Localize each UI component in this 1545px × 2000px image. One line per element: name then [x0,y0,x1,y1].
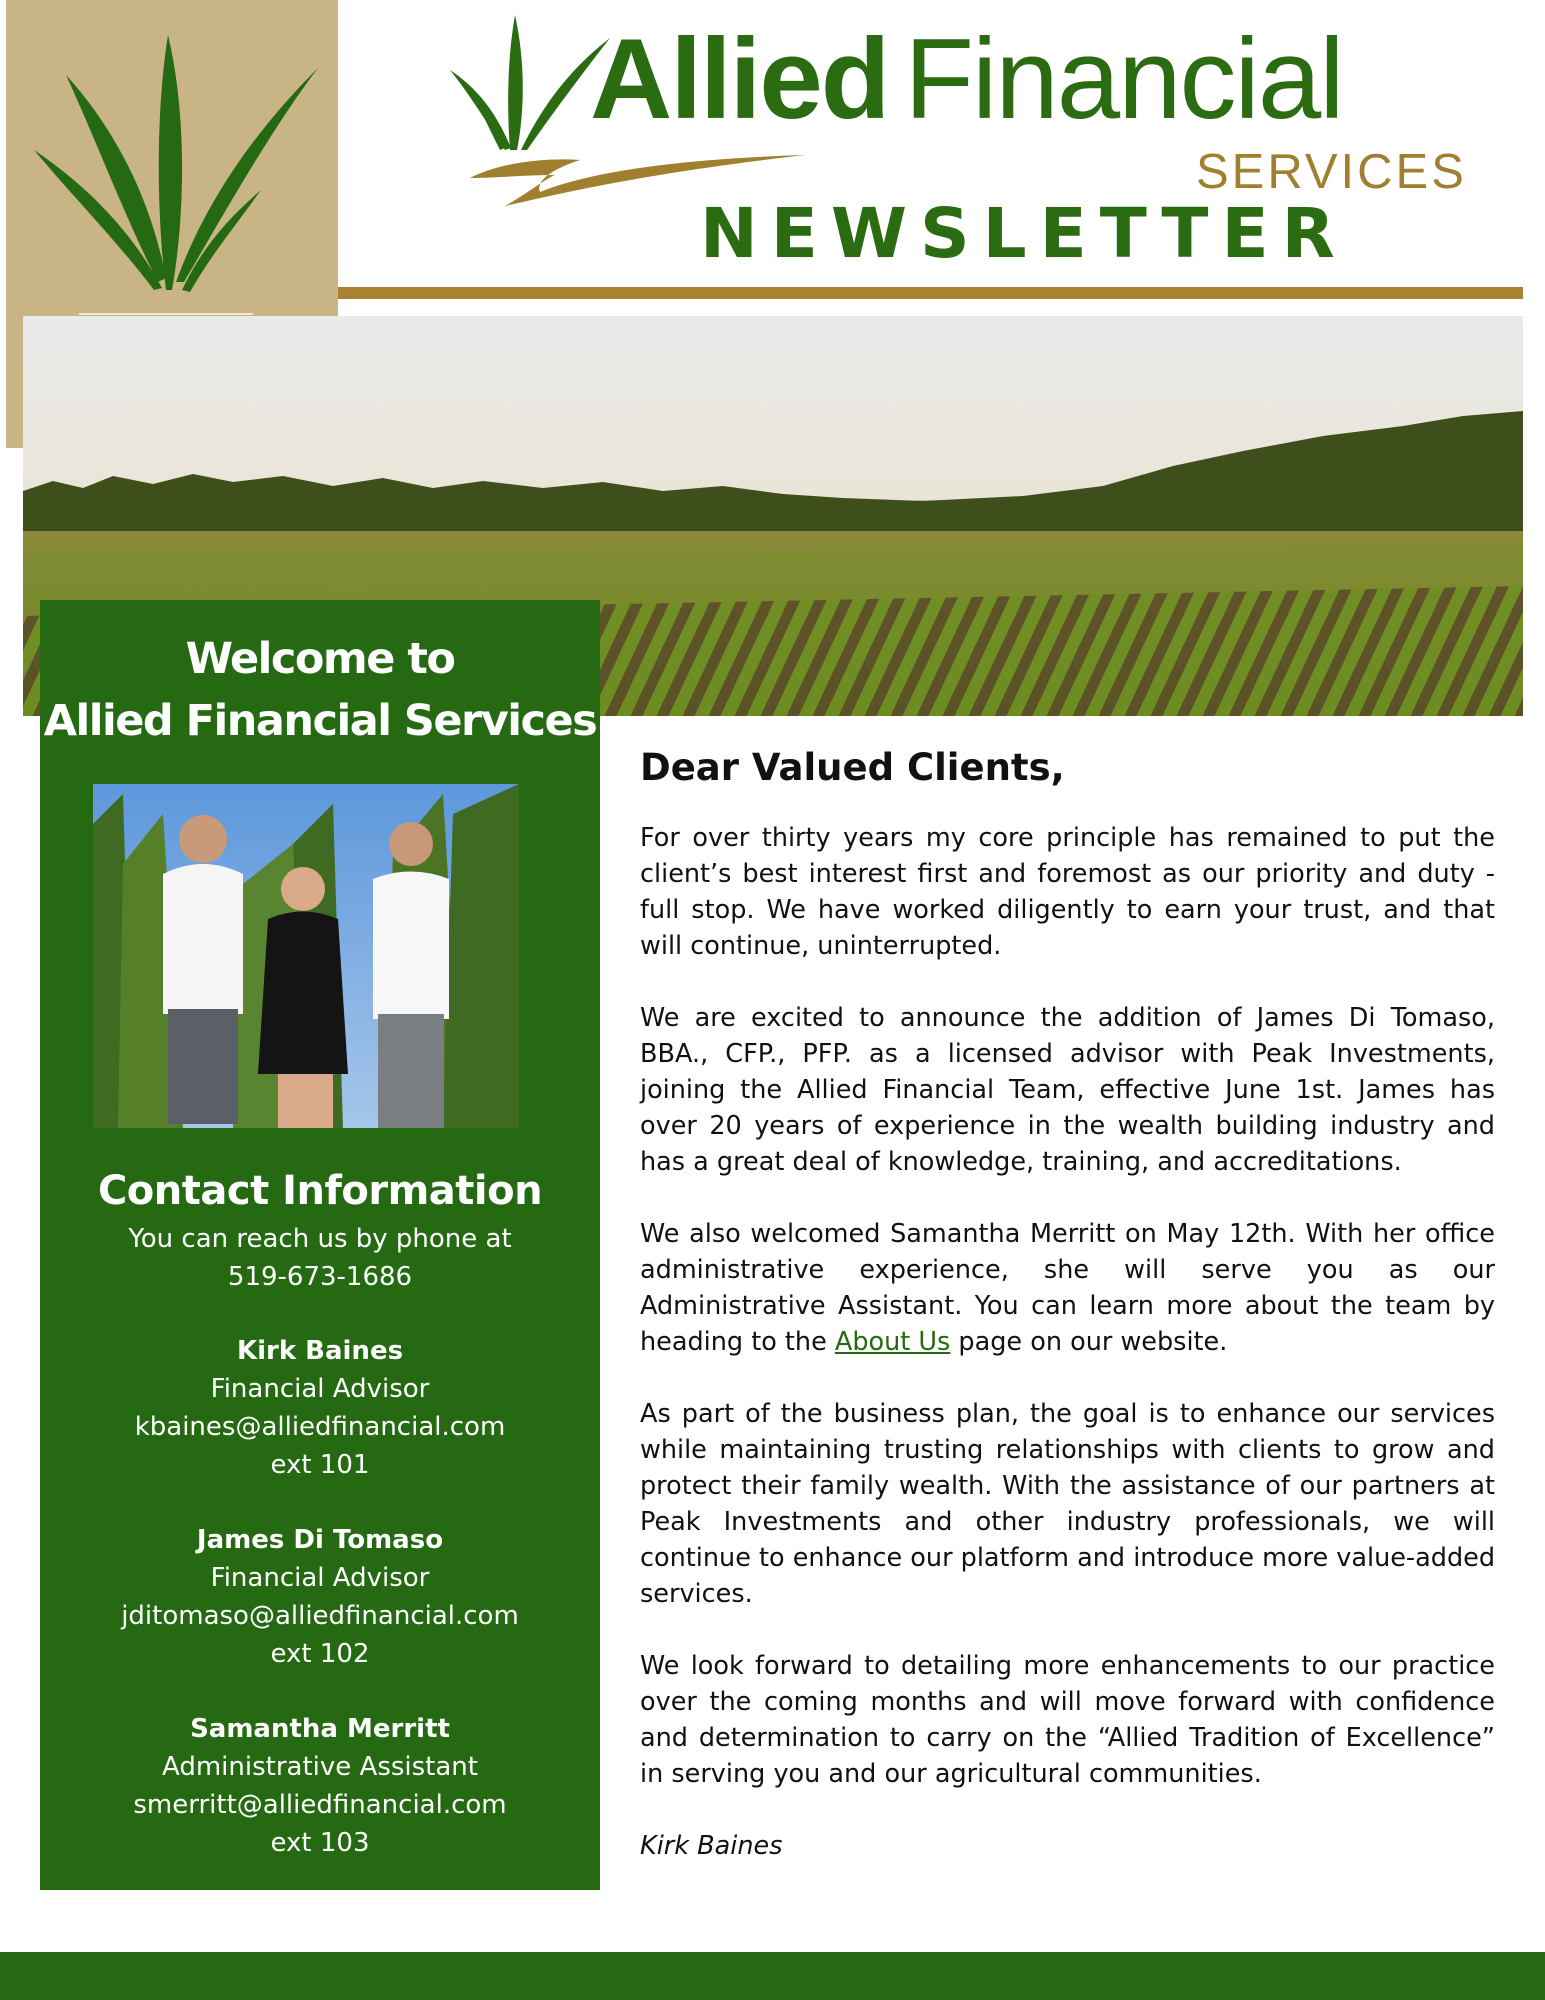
contact-email: kbaines@alliedfinancial.com [134,1412,506,1442]
contact-name: James Di Tomaso [196,1525,444,1555]
letter-paragraph-5: We look forward to detailing more enhancements to our practice over the coming months and will move forward with confidence and determination to carry on the “Allied Tradition of Excellence” in serving you and our agricultural communities. [640,1651,1495,1789]
team-photo [93,784,519,1128]
date-divider [79,313,253,315]
contact-title: Administrative Assistant [162,1752,478,1782]
contact-ext: ext 101 [270,1450,370,1480]
contact-james-di-tomaso [40,1521,600,1673]
newsletter-title: NEWSLETTER [700,194,1348,274]
contact-name: Samantha Merritt [190,1714,450,1744]
letter-signature: Kirk Baines [640,1831,783,1861]
contact-line: You can reach us by phone at [128,1224,512,1254]
contact-name: Kirk Baines [236,1336,404,1366]
contact-kirk-baines [40,1332,600,1484]
welcome-line-2: Allied Financial Services [43,696,597,746]
welcome-heading [40,628,600,752]
brand-name [590,16,1343,143]
letter-paragraph-3 [640,1216,1495,1360]
paragraph-3-before: We also welcomed Samantha Merritt on May 12th. With her office administrative experience, she will serve you as our Administrative Assistant. You can learn more about the team by heading to the [640,1219,1495,1357]
contact-ext: ext 103 [270,1828,370,1858]
letter-body [640,738,1495,1864]
contact-email: smerritt@alliedfinancial.com [133,1790,507,1820]
contact-ext: ext 102 [270,1639,370,1669]
contact-phone: 519-673-1686 [227,1262,413,1292]
about-us-link[interactable]: About Us [834,1327,951,1357]
header-rule [338,287,1523,299]
brand-services: SERVICES [1196,145,1467,199]
letter-paragraph-1: For over thirty years my core principle has remained to put the client’s best interest first and foremost as our priority and duty - full stop. We have worked diligently to earn your trust, and that will continue, uninterrupted. [640,823,1495,961]
letter-paragraph-4: As part of the business plan, the goal is to enhance our services while maintaining trusting relationships with clients to grow and protect their family wealth. With the assistance of our partners at Peak Investments and other industry professionals, we will continue to enhance our platform and introduce more value-added services. [640,1399,1496,1609]
contact-email: jditomaso@alliedfinancial.com [121,1601,519,1631]
paragraph-3-after: page on our website. [950,1327,1228,1357]
footer-bar [0,1952,1545,2000]
contact-heading: Contact Information [97,1168,543,1214]
brand-name-bold: Allied [590,16,889,143]
contact-title: Financial Advisor [210,1563,430,1593]
contact-samantha-merritt [40,1710,600,1862]
welcome-sidebar [40,600,600,1890]
letter-paragraph-2: We are excited to announce the addition of James Di Tomaso, BBA., CFP., PFP. as a licensed advisor with Peak Investments, joining the Allied Financial Team, effective June 1st. James has over 20 years of experience in the wealth building industry and has a great deal of knowledge, training, and accreditations. [640,1003,1495,1177]
welcome-line-1: Welcome to [185,634,455,684]
contact-intro [40,1220,600,1296]
letter-greeting: Dear Valued Clients, [640,746,1065,789]
wheat-sprig-icon [26,20,326,300]
contact-title: Financial Advisor [210,1374,430,1404]
brand-name-regular: Financial [904,16,1343,143]
